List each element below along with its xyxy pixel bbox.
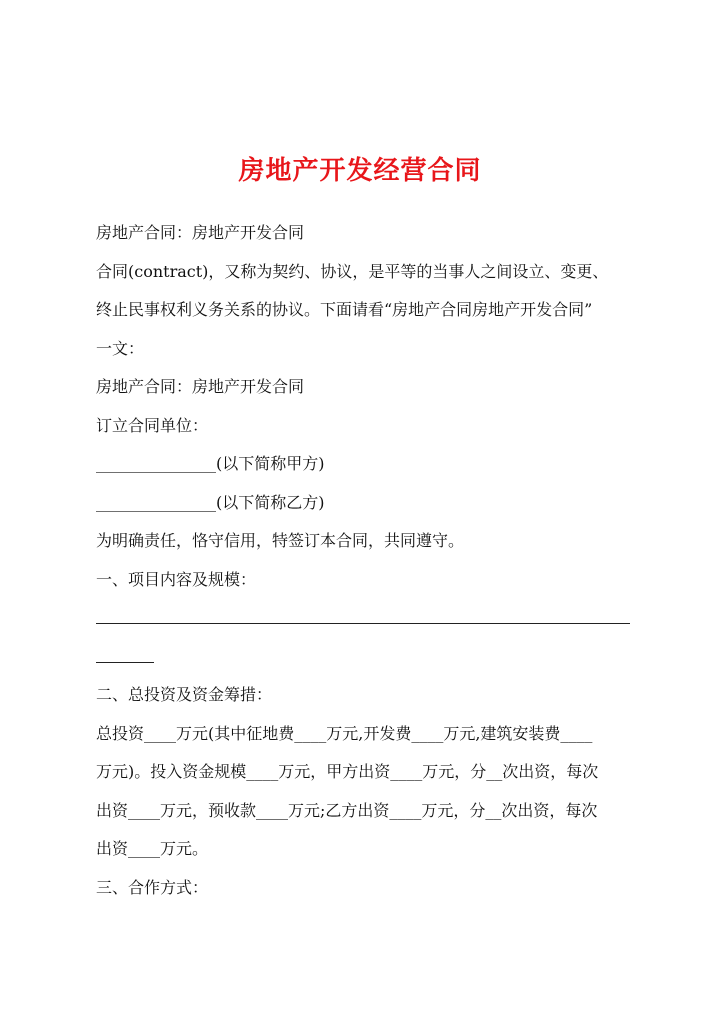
party-b-blank: _______________(以下简称乙方) — [96, 492, 325, 512]
text-line: 出资____万元。 — [96, 839, 209, 858]
text-line: 万元)。投入资金规模____万元，甲方出资____万元，分__次出资，每次 — [96, 762, 599, 781]
blank-rule-short — [96, 642, 636, 681]
blank-rule-full — [96, 603, 636, 642]
document-title: 房地产开发经营合同 — [238, 156, 482, 186]
text-line: 总投资____万元(其中征地费____万元,开发费____万元,建筑安装费____ — [96, 723, 593, 743]
section-heading: 三、合作方式： — [96, 877, 209, 897]
text-line: 合同(contract)，又称为契约、协议，是平等的当事人之间设立、变更、 — [96, 261, 609, 281]
section-heading: 二、总投资及资金筹措： — [96, 685, 273, 704]
text-line: 一文： — [96, 338, 145, 358]
text-line: 订立合同单位： — [96, 415, 209, 435]
text-line: 为明确责任，恪守信用，特签订本合同，共同遵守。 — [96, 531, 465, 550]
text-line: 出资____万元，预收款____万元;乙方出资____万元，分__次出资，每次 — [96, 800, 598, 820]
party-a-blank: _______________(以下简称甲方) — [96, 454, 325, 473]
text-line: 房地产合同：房地产开发合同 — [96, 377, 305, 396]
section-heading: 一、项目内容及规模： — [96, 569, 257, 589]
document-body — [96, 218, 636, 911]
text-line: 终止民事权利义务关系的协议。下面请看“房地产合同房地产开发合同” — [96, 300, 593, 319]
text-line: 房地产合同：房地产开发合同 — [96, 223, 305, 242]
